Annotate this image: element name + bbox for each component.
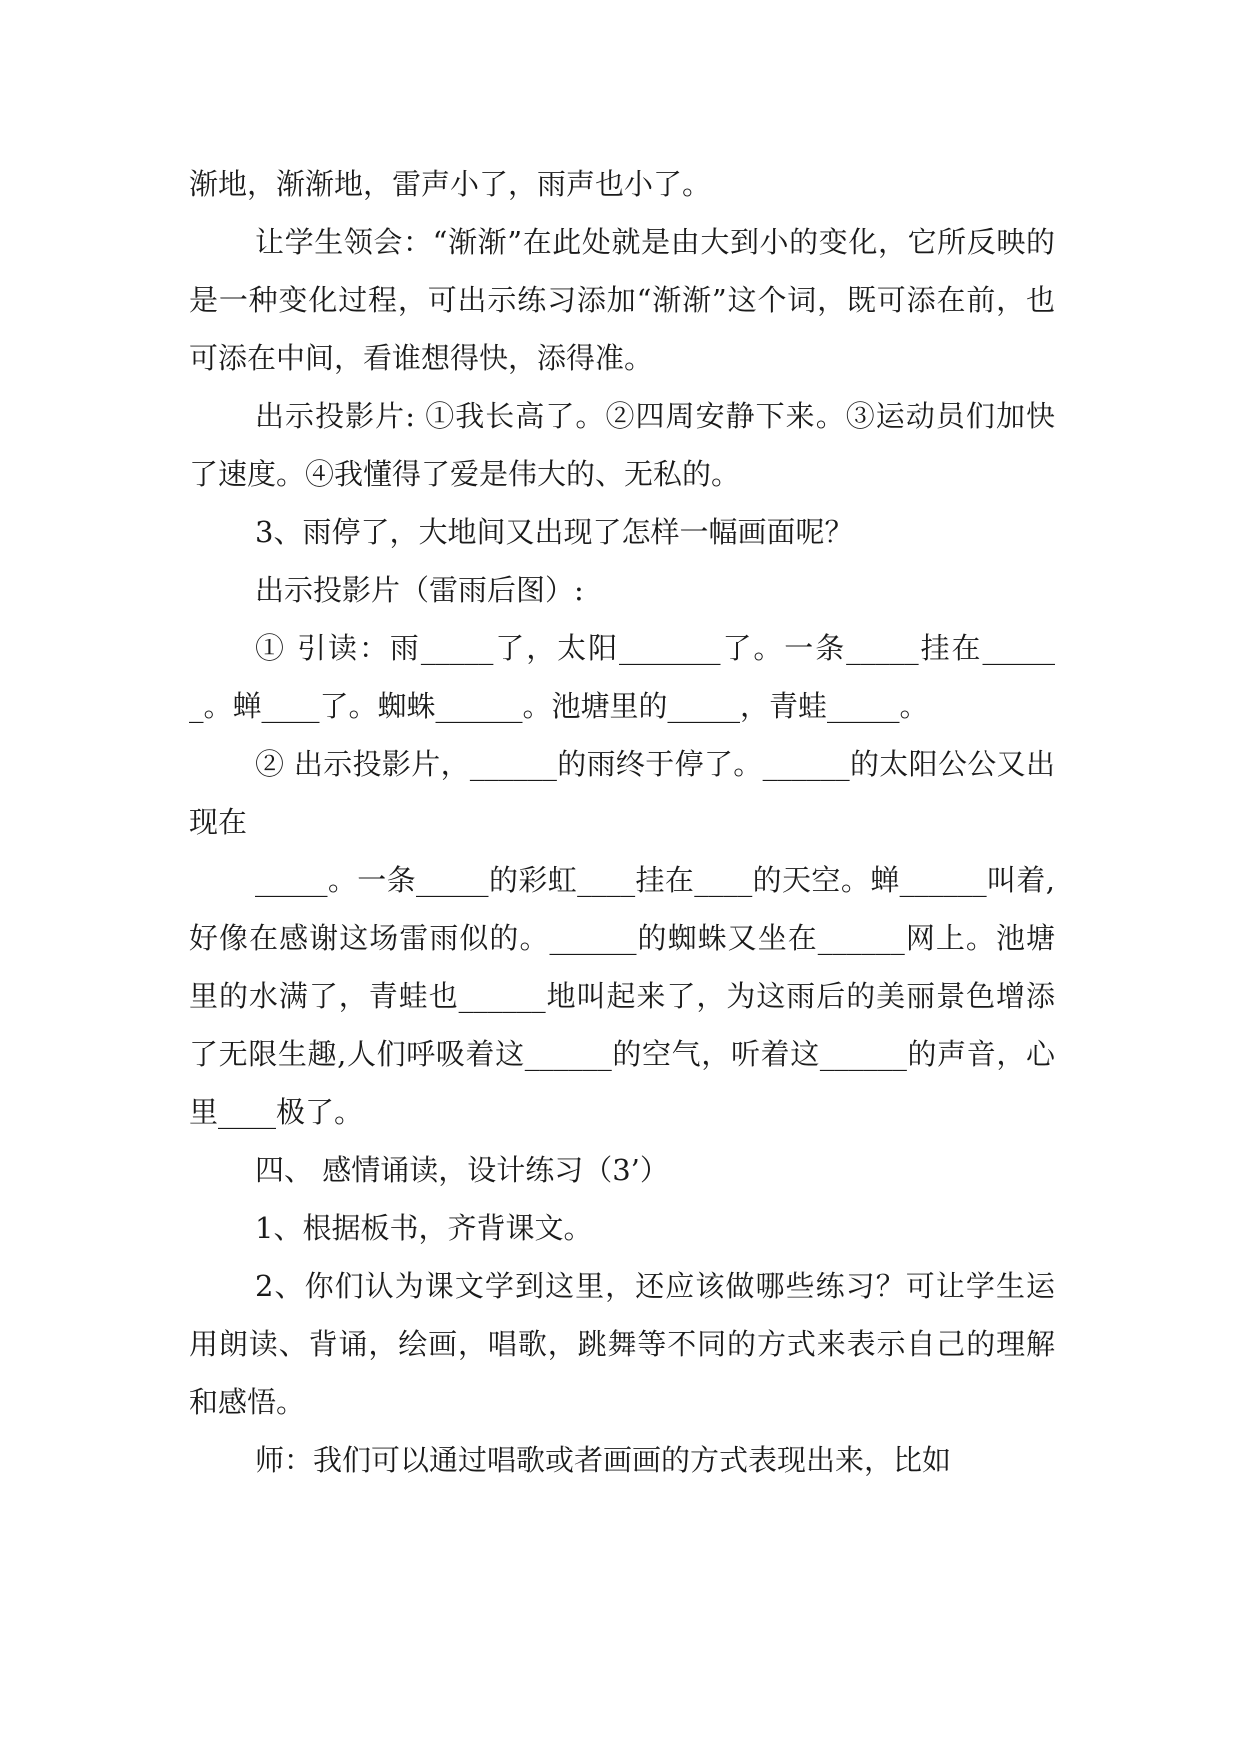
- paragraph: 出示投影片（雷雨后图）:: [255, 573, 584, 607]
- paragraph: 师：我们可以通过唱歌或者画画的方式表现出来，比如: [255, 1443, 952, 1477]
- paragraph: 3、雨停了，大地间又出现了怎样一幅画面呢？: [255, 515, 854, 549]
- fill-in-exercise: _____。一条_____的彩虹____挂在____的天空。蝉______叫着,好像在感谢这场雷雨似的。______的蜘蛛又坐在______网上。池塘里的水满了，青蛙也______地叫起来了，为这雨后的美丽景色增添了无限生趣,人们呼吸着这______的空气，听着这______的声音，心里____极了。: [189, 863, 1055, 1129]
- paragraph: 让学生领会：“渐渐”在此处就是由大到小的变化，它所反映的是一种变化过程，可出示练习添加“渐渐”这个词，既可添在前，也可添在中间，看谁想得快，添得准。: [189, 225, 1055, 375]
- section-heading: 四、 感情诵读，设计练习（3’）: [255, 1153, 669, 1187]
- paragraph: 2、你们认为课文学到这里，还应该做哪些练习？可让学生运用朗读、背诵，绘画，唱歌，跳舞等不同的方式来表示自己的理解和感悟。: [189, 1269, 1055, 1419]
- paragraph: 渐地，渐渐地，雷声小了，雨声也小了。: [189, 167, 712, 201]
- paragraph: 出示投影片: ①我长高了。②四周安静下来。③运动员们加快了速度。④我懂得了爱是伟大的、无私的。: [189, 399, 1055, 491]
- fill-in-exercise: ② 出示投影片，______的雨终于停了。______的太阳公公又出现在: [189, 747, 1055, 839]
- document-body: [189, 155, 1055, 1489]
- paragraph: 1、根据板书，齐背课文。: [255, 1211, 593, 1245]
- fill-in-exercise: ① 引读：雨_____了，太阳_______了。一条_____挂在______。蝉____了。蜘蛛______。池塘里的_____，青蛙_____。: [189, 631, 1055, 723]
